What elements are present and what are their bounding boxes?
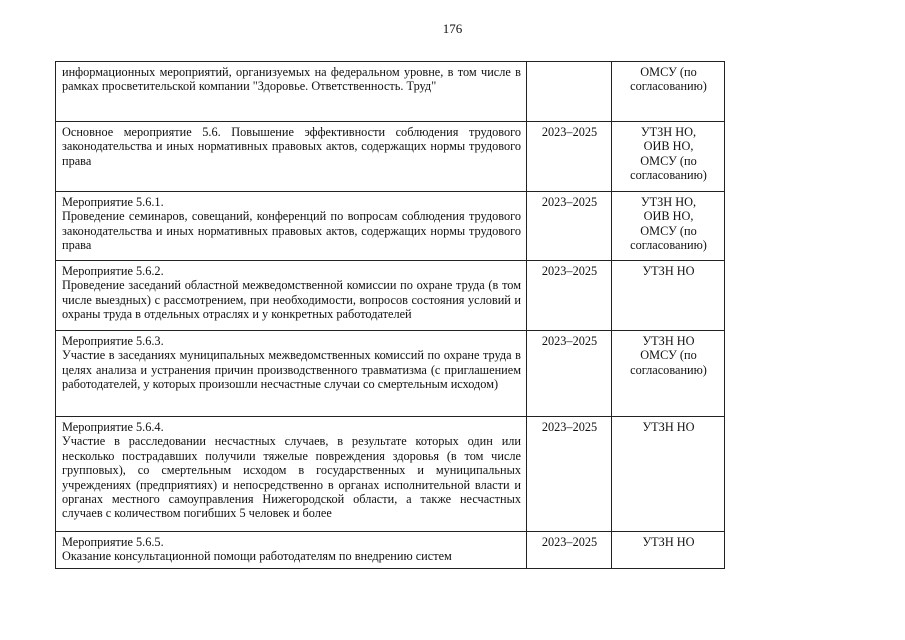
executor-line: ОИВ НО,	[643, 209, 694, 224]
measure-text: Проведение заседаний областной межведомственной комиссии по охране труда (в том числе выездных) с рассмотрением, при необходимости, вопросов состояния условий и охраны труда в отдельных отраслях и у конкретных работодателей	[62, 278, 521, 322]
measure-executor	[612, 261, 725, 331]
measure-description	[56, 62, 527, 122]
measure-text: информационных мероприятий, организуемых на федеральном уровне, в том числе в рамках просветительской компании "Здоровье. Ответственность. Труд"	[62, 65, 521, 94]
executor-line: согласованию)	[630, 79, 707, 94]
measure-label: Мероприятие 5.6.3.	[62, 334, 164, 348]
executor-line: УТЗН НО,	[640, 195, 697, 209]
measure-period	[527, 62, 612, 122]
measures-table	[55, 61, 725, 569]
executor-line: УТЗН НО	[642, 420, 695, 434]
executor-line: согласованию)	[630, 362, 707, 377]
measure-period: 2023–2025	[527, 417, 612, 532]
executor-line: ОМСУ (по	[640, 153, 697, 168]
measure-text: Проведение семинаров, совещаний, конференций по вопросам соблюдения трудового законодательства и иных нормативных правовых актов, содержащих нормы трудового права	[62, 209, 521, 253]
measure-description	[56, 417, 527, 532]
table-row	[56, 192, 725, 261]
measure-executor	[612, 122, 725, 192]
table-row	[56, 532, 725, 569]
measure-executor	[612, 192, 725, 261]
table-row	[56, 122, 725, 192]
measure-description	[56, 192, 527, 261]
executor-line: ОМСУ (по	[640, 65, 697, 79]
measure-label: Мероприятие 5.6.1.	[62, 195, 164, 209]
table-row	[56, 62, 725, 122]
executor-line: УТЗН НО	[642, 535, 695, 549]
measure-text: Основное мероприятие 5.6. Повышение эффективности соблюдения трудового законодательства и иных нормативных правовых актов, содержащих нормы трудового права	[62, 125, 521, 168]
measure-executor	[612, 331, 725, 417]
measure-label: Мероприятие 5.6.4.	[62, 420, 164, 434]
measure-period: 2023–2025	[527, 122, 612, 192]
executor-line: согласованию)	[630, 238, 707, 253]
measure-period: 2023–2025	[527, 331, 612, 417]
measure-description	[56, 122, 527, 192]
executor-line: согласованию)	[630, 168, 707, 183]
executor-line: ОМСУ (по	[640, 348, 697, 363]
measure-description	[56, 331, 527, 417]
executor-line: УТЗН НО	[642, 334, 695, 348]
table-row	[56, 331, 725, 417]
executor-line: УТЗН НО,	[640, 125, 697, 139]
table-row	[56, 417, 725, 532]
measure-executor	[612, 532, 725, 569]
measure-period: 2023–2025	[527, 261, 612, 331]
executor-line: УТЗН НО	[642, 264, 695, 278]
measure-description	[56, 532, 527, 569]
measure-period: 2023–2025	[527, 532, 612, 569]
executor-line: ОИВ НО,	[643, 139, 694, 154]
measure-label: Мероприятие 5.6.5.	[62, 535, 164, 549]
table-row	[56, 261, 725, 331]
measure-period: 2023–2025	[527, 192, 612, 261]
measure-text: Участие в расследовании несчастных случаев, в результате которых один или несколько пострадавших получили тяжелые повреждения здоровья (в том числе групповых), со смертельным исходом в государственных и муниципальных учреждениях (предприятиях) и непосредственно в органах исполнительной власти и органах местного самоуправления Нижегородской области, а также несчастных случаев с количеством погибших 5 человек и более	[62, 434, 521, 521]
measure-description	[56, 261, 527, 331]
executor-line: ОМСУ (по	[640, 223, 697, 238]
measure-label: Мероприятие 5.6.2.	[62, 264, 164, 278]
measure-executor	[612, 417, 725, 532]
measure-executor	[612, 62, 725, 122]
measure-text: Участие в заседаниях муниципальных межведомственных комиссий по охране труда в целях анализа и устранения причин производственного травматизма (с приглашением работодателей, у которых произошли несчастные случаи со смертельным исходом)	[62, 348, 521, 392]
page-number: 176	[442, 21, 463, 36]
measure-text: Оказание консультационной помощи работодателям по внедрению систем	[62, 549, 452, 564]
